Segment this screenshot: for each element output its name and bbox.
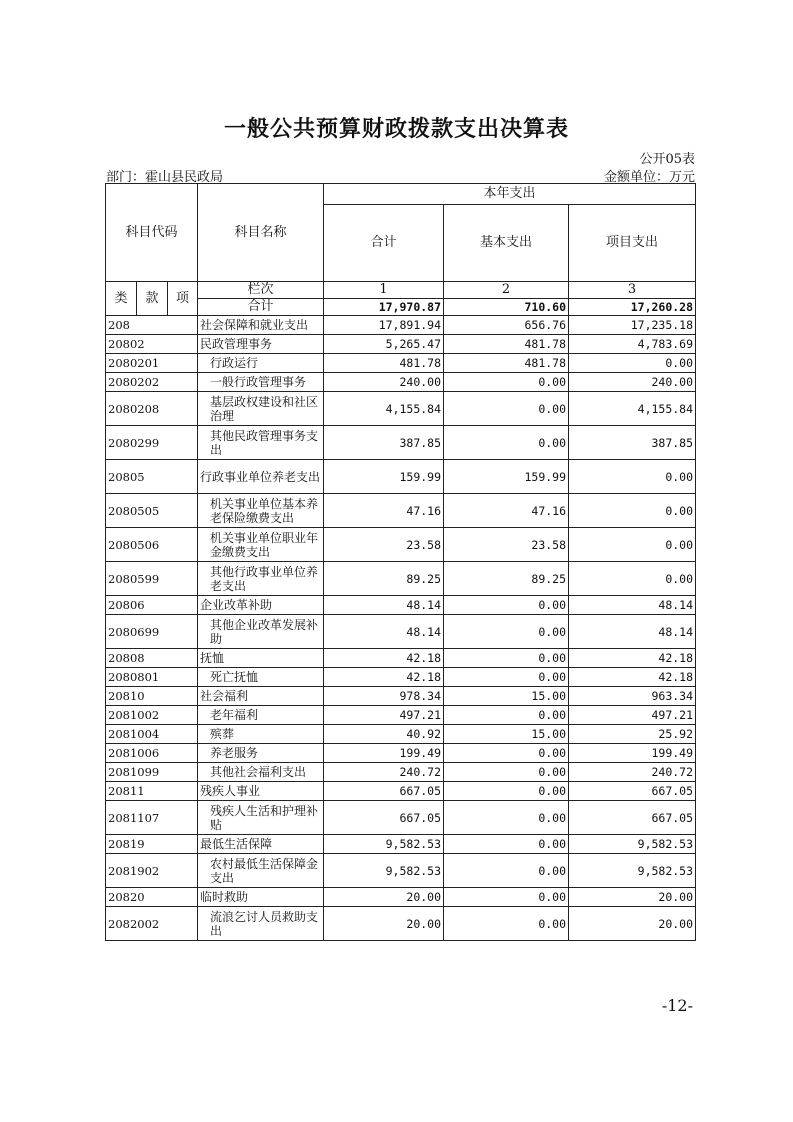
- table-row: [106, 725, 696, 744]
- row-basic: 0.00: [444, 649, 569, 668]
- table-row: [106, 615, 696, 649]
- header-kuan: 款: [137, 282, 168, 316]
- row-project: 667.05: [569, 801, 696, 835]
- row-project: 497.21: [569, 706, 696, 725]
- row-code: 20811: [106, 782, 198, 801]
- row-basic: 656.76: [444, 316, 569, 335]
- row-name: 流浪乞讨人员救助支出: [198, 907, 324, 941]
- row-project: 0.00: [569, 494, 696, 528]
- row-code: 208: [106, 316, 198, 335]
- unit-label: 金额单位：万元: [603, 170, 695, 185]
- row-basic: 47.16: [444, 494, 569, 528]
- table-row: [106, 460, 696, 494]
- row-code: 2080699: [106, 615, 198, 649]
- row-basic: 0.00: [444, 392, 569, 426]
- table-row: [106, 494, 696, 528]
- row-code: 2081107: [106, 801, 198, 835]
- header-basic-expenditure: 基本支出: [444, 205, 569, 282]
- row-code: 20806: [106, 596, 198, 615]
- row-project: 20.00: [569, 888, 696, 907]
- row-code: 20802: [106, 335, 198, 354]
- table-row: [106, 373, 696, 392]
- row-name: 一般行政管理事务: [198, 373, 324, 392]
- row-name: 其他民政管理事务支出: [198, 426, 324, 460]
- row-total: 20.00: [324, 888, 444, 907]
- row-total: 42.18: [324, 649, 444, 668]
- header-lei: 类: [106, 282, 137, 316]
- row-name: 其他社会福利支出: [198, 763, 324, 782]
- row-name: 行政事业单位养老支出: [198, 460, 324, 494]
- table-row: [106, 649, 696, 668]
- row-total: 497.21: [324, 706, 444, 725]
- header-subject-code: 科目代码: [106, 184, 198, 282]
- row-basic: 481.78: [444, 354, 569, 373]
- row-code: 2081006: [106, 744, 198, 763]
- row-total: 47.16: [324, 494, 444, 528]
- table-row: [106, 888, 696, 907]
- row-code: 2081902: [106, 854, 198, 888]
- row-project: 240.00: [569, 373, 696, 392]
- row-total: 667.05: [324, 782, 444, 801]
- row-total: 978.34: [324, 687, 444, 706]
- row-name: 临时救助: [198, 888, 324, 907]
- row-code: 2080299: [106, 426, 198, 460]
- row-project: 0.00: [569, 460, 696, 494]
- row-total: 4,155.84: [324, 392, 444, 426]
- table-row: [106, 596, 696, 615]
- table-row: [106, 426, 696, 460]
- table-row: [106, 668, 696, 687]
- row-total: 42.18: [324, 668, 444, 687]
- row-project: 963.34: [569, 687, 696, 706]
- header-xiang: 项: [168, 282, 198, 316]
- header-column-index-label: 栏次: [198, 282, 324, 299]
- row-name: 机关事业单位职业年金缴费支出: [198, 528, 324, 562]
- row-total: 159.99: [324, 460, 444, 494]
- table-row: [106, 687, 696, 706]
- header-project-expenditure: 项目支出: [569, 205, 696, 282]
- header-col-3: 3: [569, 282, 696, 299]
- header-current-year-expenditure: 本年支出: [324, 184, 696, 205]
- row-total: 17,891.94: [324, 316, 444, 335]
- table-row: [106, 706, 696, 725]
- row-basic: 0.00: [444, 801, 569, 835]
- row-basic: 0.00: [444, 596, 569, 615]
- row-project: 240.72: [569, 763, 696, 782]
- row-total: 9,582.53: [324, 835, 444, 854]
- row-name: 其他行政事业单位养老支出: [198, 562, 324, 596]
- row-total: 48.14: [324, 596, 444, 615]
- row-name: 企业改革补助: [198, 596, 324, 615]
- table-row: [106, 782, 696, 801]
- row-basic: 0.00: [444, 888, 569, 907]
- row-total: 89.25: [324, 562, 444, 596]
- row-total: 199.49: [324, 744, 444, 763]
- row-project: 387.85: [569, 426, 696, 460]
- row-project: 9,582.53: [569, 854, 696, 888]
- row-basic: 15.00: [444, 725, 569, 744]
- row-code: 2080506: [106, 528, 198, 562]
- row-code: 2080202: [106, 373, 198, 392]
- row-name: 养老服务: [198, 744, 324, 763]
- row-code: 20808: [106, 649, 198, 668]
- row-code: 2081002: [106, 706, 198, 725]
- sum-project: 17,260.28: [569, 299, 696, 316]
- row-total: 48.14: [324, 615, 444, 649]
- row-basic: 0.00: [444, 782, 569, 801]
- header-col-2: 2: [444, 282, 569, 299]
- row-name: 殡葬: [198, 725, 324, 744]
- row-project: 48.14: [569, 615, 696, 649]
- row-name: 残疾人生活和护理补贴: [198, 801, 324, 835]
- table-row: [106, 854, 696, 888]
- table-row: [106, 528, 696, 562]
- row-code: 2080208: [106, 392, 198, 426]
- table-row: [106, 907, 696, 941]
- row-name: 民政管理事务: [198, 335, 324, 354]
- row-name: 其他企业改革发展补助: [198, 615, 324, 649]
- row-project: 20.00: [569, 907, 696, 941]
- row-project: 667.05: [569, 782, 696, 801]
- row-code: 2080801: [106, 668, 198, 687]
- row-project: 199.49: [569, 744, 696, 763]
- row-basic: 0.00: [444, 706, 569, 725]
- row-project: 9,582.53: [569, 835, 696, 854]
- page-title: 一般公共预算财政拨款支出决算表: [223, 117, 569, 142]
- row-basic: 0.00: [444, 373, 569, 392]
- table-row: [106, 801, 696, 835]
- row-name: 基层政权建设和社区治理: [198, 392, 324, 426]
- row-basic: 0.00: [444, 615, 569, 649]
- row-code: 2080599: [106, 562, 198, 596]
- row-project: 0.00: [569, 354, 696, 373]
- page-number: -12-: [661, 996, 693, 1015]
- row-basic: 15.00: [444, 687, 569, 706]
- table-row: [106, 835, 696, 854]
- row-basic: 159.99: [444, 460, 569, 494]
- row-total: 20.00: [324, 907, 444, 941]
- table-row: [106, 354, 696, 373]
- row-name: 机关事业单位基本养老保险缴费支出: [198, 494, 324, 528]
- row-code: 2081004: [106, 725, 198, 744]
- row-basic: 0.00: [444, 426, 569, 460]
- row-project: 0.00: [569, 528, 696, 562]
- table-row: [106, 316, 696, 335]
- row-project: 4,155.84: [569, 392, 696, 426]
- row-basic: 89.25: [444, 562, 569, 596]
- row-basic: 0.00: [444, 835, 569, 854]
- department-label: 部门：霍山县民政局: [106, 170, 224, 185]
- row-project: 42.18: [569, 649, 696, 668]
- form-number: 公开05表: [639, 152, 695, 167]
- table-row: [106, 744, 696, 763]
- row-code: 20820: [106, 888, 198, 907]
- row-total: 240.72: [324, 763, 444, 782]
- sum-basic: 710.60: [444, 299, 569, 316]
- row-code: 20810: [106, 687, 198, 706]
- row-basic: 0.00: [444, 744, 569, 763]
- row-total: 5,265.47: [324, 335, 444, 354]
- row-name: 社会保障和就业支出: [198, 316, 324, 335]
- row-code: 20819: [106, 835, 198, 854]
- row-name: 社会福利: [198, 687, 324, 706]
- table-row: [106, 562, 696, 596]
- row-name: 死亡抚恤: [198, 668, 324, 687]
- table-row: [106, 335, 696, 354]
- row-code: 2082002: [106, 907, 198, 941]
- row-name: 最低生活保障: [198, 835, 324, 854]
- row-total: 240.00: [324, 373, 444, 392]
- row-name: 农村最低生活保障金支出: [198, 854, 324, 888]
- row-total: 40.92: [324, 725, 444, 744]
- header-subject-name: 科目名称: [198, 184, 324, 282]
- row-project: 42.18: [569, 668, 696, 687]
- row-total: 481.78: [324, 354, 444, 373]
- sum-total: 17,970.87: [324, 299, 444, 316]
- row-total: 9,582.53: [324, 854, 444, 888]
- row-total: 667.05: [324, 801, 444, 835]
- row-name: 行政运行: [198, 354, 324, 373]
- row-basic: 0.00: [444, 854, 569, 888]
- sum-row-label: 合计: [198, 299, 324, 316]
- table-row: [106, 392, 696, 426]
- row-total: 23.58: [324, 528, 444, 562]
- table-row: [106, 763, 696, 782]
- row-code: 20805: [106, 460, 198, 494]
- row-name: 残疾人事业: [198, 782, 324, 801]
- header-total: 合计: [324, 205, 444, 282]
- row-code: 2081099: [106, 763, 198, 782]
- row-project: 25.92: [569, 725, 696, 744]
- row-basic: 23.58: [444, 528, 569, 562]
- header-col-1: 1: [324, 282, 444, 299]
- row-project: 48.14: [569, 596, 696, 615]
- row-project: 0.00: [569, 562, 696, 596]
- row-basic: 0.00: [444, 668, 569, 687]
- row-name: 抚恤: [198, 649, 324, 668]
- row-basic: 0.00: [444, 763, 569, 782]
- row-total: 387.85: [324, 426, 444, 460]
- row-project: 4,783.69: [569, 335, 696, 354]
- row-basic: 481.78: [444, 335, 569, 354]
- row-code: 2080505: [106, 494, 198, 528]
- row-project: 17,235.18: [569, 316, 696, 335]
- row-code: 2080201: [106, 354, 198, 373]
- row-basic: 0.00: [444, 907, 569, 941]
- row-name: 老年福利: [198, 706, 324, 725]
- expenditure-table: [105, 183, 696, 941]
